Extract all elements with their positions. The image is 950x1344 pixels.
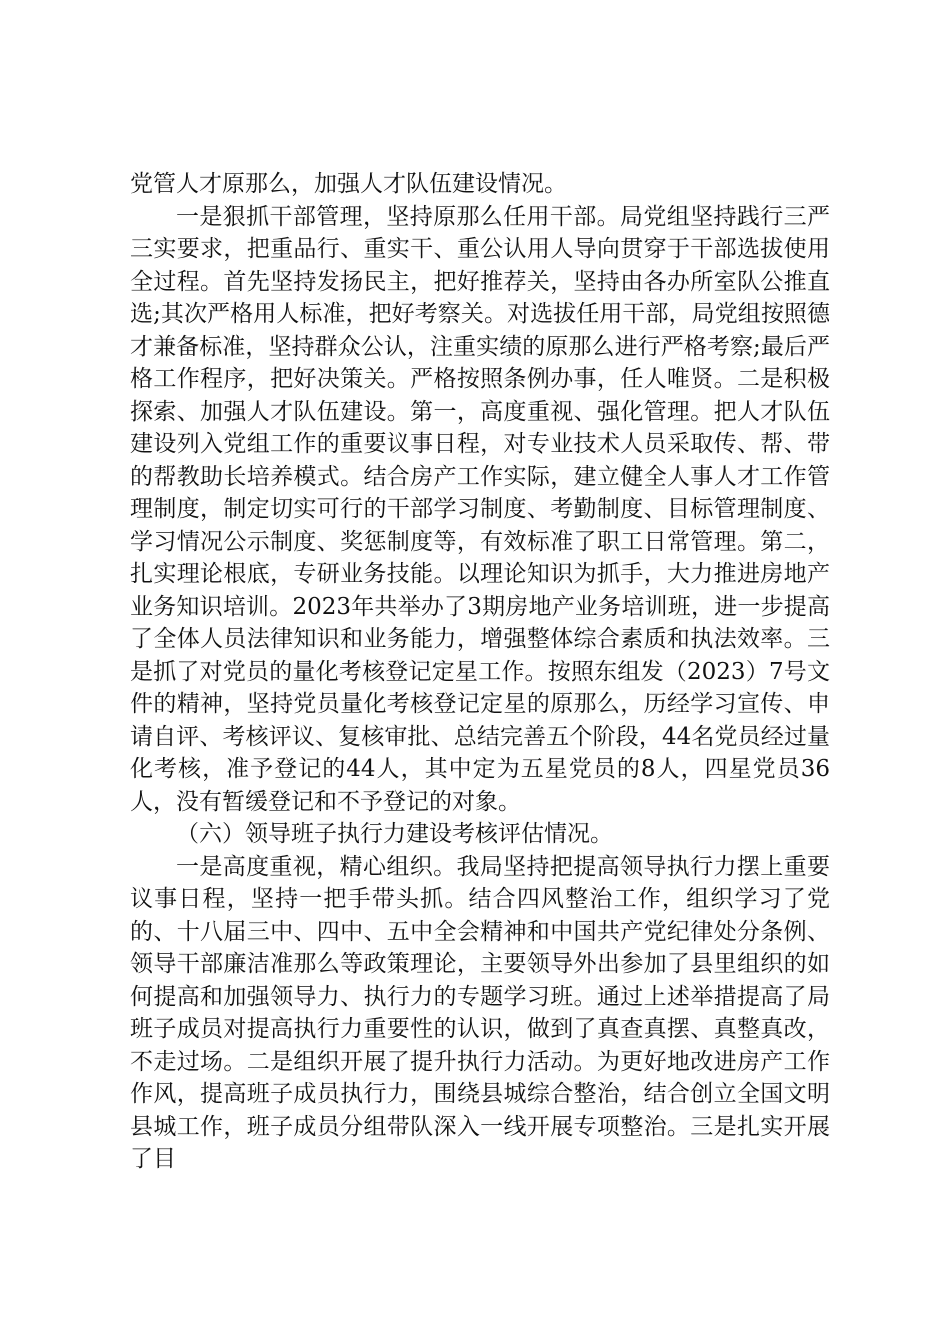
paragraph-cadre-management: 一是狠抓干部管理，坚持原那么任用干部。局党组坚持践行三严三实要求，把重品行、重实干、重公认用人导向贯穿于干部选拔使用全过程。首先坚持发扬民主，把好推荐关，坚持由各办所室队公推直选;其次严格用人标准，把好考察关。对选拔任用干部，局党组按照德才兼备标准，坚持群众公认，注重实绩的原那么进行严格考察;最后严格工作程序，把好决策关。严格按照条例办事，任人唯贤。二是积极探索、加强人才队伍建设。第一，高度重视、强化管理。把人才队伍建设列入党组工作的重要议事日程，对专业技术人员采取传、帮、带的帮教助长培养模式。结合房产工作实际，建立健全人事人才工作管理制度，制定切实可行的干部学习制度、考勤制度、目标管理制度、学习情况公示制度、奖惩制度等，有效标准了职工日常管理。第二，扎实理论根底，专研业务技能。以理论知识为抓手，大力推进房地产业务知识培训。2023年共举办了3期房地产业务培训班，进一步提高了全体人员法律知识和业务能力，增强整体综合素质和执法效率。三是抓了对党员的量化考核登记定星工作。按照东组发（2023）7号文件的精神，坚持党员量化考核登记定星的原那么，历经学习宣传、申请自评、考核评议、复核审批、总结完善五个阶段，44名党员经过量化考核，准予登记的44人，其中定为五星党员的8人，四星党员36人，没有暂缓登记和不予登记的对象。 [130, 203, 830, 815]
paragraph-leadership-execution: 一是高度重视，精心组织。我局坚持把提高领导执行力摆上重要议事日程，坚持一把手带头抓。结合四风整治工作，组织学习了党的、十八届三中、四中、五中全会精神和中国共产党纪律处分条例、领导干部廉洁准那么等政策理论，主要领导外出参加了县里组织的如何提高和加强领导力、执行力的专题学习班。通过上述举措提高了局班子成员对提高执行力重要性的认识，做到了真查真摆、真整真改，不走过场。二是组织开展了提升执行力活动。为更好地改进房产工作作风，提高班子成员执行力，围绕县城综合整治，结合创立全国文明县城工作，班子成员分组带队深入一线开展专项整治。三是扎实开展了目 [130, 853, 830, 1172]
section-heading-leadership-execution: （六）领导班子执行力建设考核评估情况。 [176, 821, 613, 847]
document-body [130, 168, 830, 1176]
paragraph-talent-heading: 党管人才原那么，加强人才队伍建设情况。 [130, 171, 567, 197]
